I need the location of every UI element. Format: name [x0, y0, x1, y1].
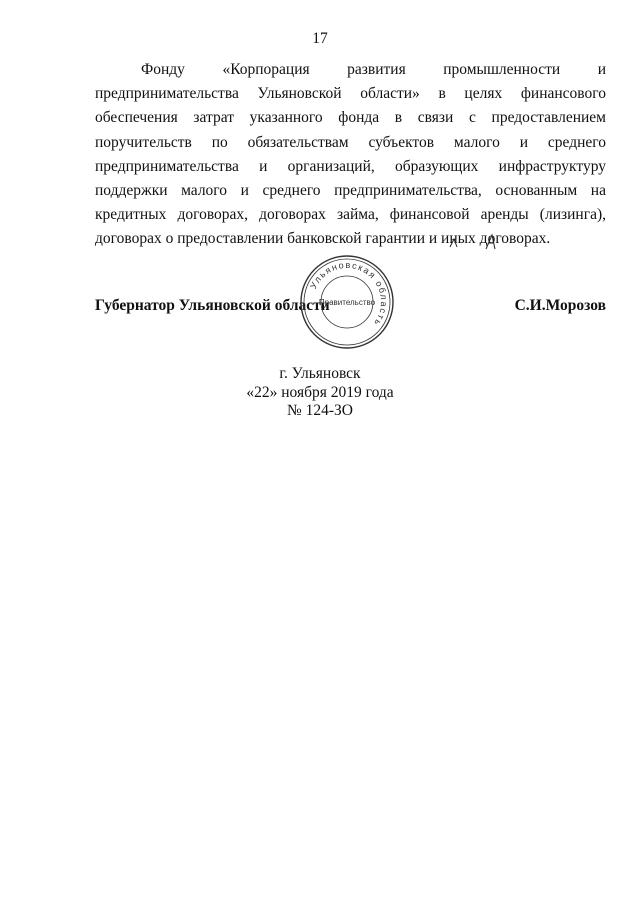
footer-date: «22» ноября 2019 года [246, 383, 394, 401]
official-seal-icon [299, 254, 395, 350]
handwritten-marks [448, 233, 508, 255]
signatory-name: С.И.Морозов [514, 297, 606, 314]
page-number: 17 [312, 30, 328, 47]
document-footer [0, 365, 640, 421]
seal-ring-text: Ульяновская область [308, 259, 390, 329]
seal-center-text: Правительство [318, 298, 376, 307]
body-paragraph: Фонду «Корпорация развития промышленности и предпринимательства Ульяновской области» в целях финансового обеспечения затрат указанного фонда в связи с предоставлением поручительств по обязательствам субъектов малого и среднего предпринимательства и организаций, образующих инфраструктуру поддержки малого и среднего предпринимательства, основанным на кредитных договорах, договорах займа, финансовой аренды (лизинга), договорах о предоставлении банковской гарантии и иных договорах. [95, 61, 606, 248]
svg-text:Ульяновская область [308, 260, 389, 329]
footer-city: г. Ульяновск [279, 365, 361, 382]
footer-number: № 124-ЗО [286, 402, 354, 419]
signatory-title: Губернатор Ульяновской области [95, 297, 330, 314]
